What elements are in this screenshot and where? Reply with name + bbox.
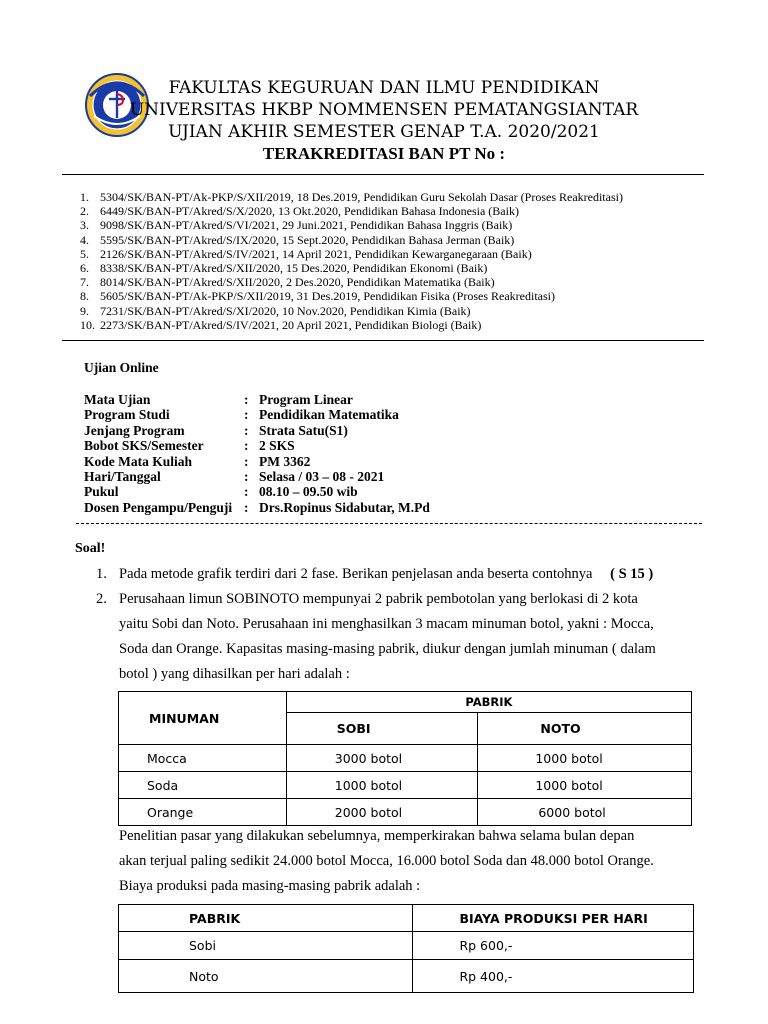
question-2-line: Soda dan Orange. Kapasitas masing-masing pabrik, diukur dengan jumlah minuman ( dalam: [119, 641, 656, 657]
accreditation-divider: [62, 340, 704, 341]
exam-title: UJIAN AKHIR SEMESTER GENAP T.A. 2020/2021: [168, 122, 600, 142]
list-item: 10. 2273/SK/BAN-PT/Akred/S/IV/2021, 20 April 2021, Pendidikan Biologi (Baik): [80, 317, 482, 332]
capacity-table: [118, 691, 692, 826]
table-row: Mocca 3000 botol 1000 botol: [119, 745, 692, 772]
info-row-lecturer: Dosen Pengampu/Penguji : Drs.Ropinus Sidabutar, M.Pd: [84, 499, 430, 515]
paragraph-line: Penelitian pasar yang dilakukan sebelumnya, memperkirakan bahwa selama bulan depan: [119, 828, 635, 844]
table-row: Sobi Rp 600,-: [119, 932, 694, 960]
info-row-date: Hari/Tanggal : Selasa / 03 – 08 - 2021: [84, 469, 385, 485]
university-title: UNIVERSITAS HKBP NOMMENSEN PEMATANGSIANTAR: [129, 100, 639, 120]
question-2-number: 2.: [96, 591, 107, 607]
table-row: Soda 1000 botol 1000 botol: [119, 772, 692, 799]
table-row: Noto Rp 400,-: [119, 960, 694, 993]
col-pabrik: PABRIK: [119, 905, 413, 932]
question-2-line: yaitu Sobi dan Noto. Perusahaan ini menghasilkan 3 macam minuman botol, yakni : Mocca,: [119, 616, 654, 632]
list-item: 2. 6449/SK/BAN-PT/Akred/S/X/2020, 13 Okt.2020, Pendidikan Bahasa Indonesia (Baik): [80, 204, 519, 219]
list-item: 9. 7231/SK/BAN-PT/Akred/S/XI/2020, 10 Nov.2020, Pendidikan Kimia (Baik): [80, 303, 471, 318]
info-row-code: Kode Mata Kuliah : PM 3362: [84, 453, 311, 469]
question-1-number: 1.: [96, 566, 107, 582]
questions-heading: Soal!: [75, 541, 106, 556]
question-1-text: Pada metode grafik terdiri dari 2 fase. Berikan penjelasan anda beserta contohnya ( S 15 ): [119, 566, 654, 582]
list-item: 7. 8014/SK/BAN-PT/Akred/S/XII/2020, 2 Des.2020, Pendidikan Matematika (Baik): [80, 275, 495, 290]
info-row-course: Mata Ujian : Program Linear: [84, 392, 353, 407]
info-divider: [76, 523, 702, 524]
list-item: 4. 5595/SK/BAN-PT/Akred/S/IX/2020, 15 Sept.2020, Pendidikan Bahasa Jerman (Baik): [80, 232, 515, 247]
table-header-row: [119, 905, 694, 932]
col-noto: NOTO: [478, 713, 692, 745]
col-sobi: SOBI: [286, 713, 478, 745]
list-item: 3. 9098/SK/BAN-PT/Akred/S/VI/2021, 29 Juni.2021, Pendidikan Bahasa Inggris (Baik): [80, 218, 513, 233]
cost-table: [118, 904, 694, 993]
info-row-level: Jenjang Program : Strata Satu(S1): [84, 422, 348, 438]
col-biaya: BIAYA PRODUKSI PER HARI: [413, 905, 694, 932]
paragraph-line: akan terjual paling sedikit 24.000 botol Mocca, 16.000 botol Soda dan 48.000 botol Orange.: [119, 853, 654, 869]
accreditation-list: [80, 190, 720, 332]
question-1-score: ( S 15 ): [610, 566, 654, 582]
col-minuman: MINUMAN: [119, 692, 287, 745]
table-row: Orange 2000 botol 6000 botol: [119, 799, 692, 826]
exam-info-table: [84, 392, 430, 515]
paragraph-line: Biaya produksi pada masing-masing pabrik adalah :: [119, 878, 421, 894]
list-item: 5. 2126/SK/BAN-PT/Akred/S/IV/2021, 14 April 2021, Pendidikan Kewarganegaraan (Baik): [80, 246, 532, 261]
list-item: 1. 5304/SK/BAN-PT/Ak-PKP/S/XII/2019, 18 Des.2019, Pendidikan Guru Sekolah Dasar (Proses Reakreditasi): [80, 190, 623, 204]
question-2-line: Perusahaan limun SOBINOTO mempunyai 2 pabrik pembotolan yang berlokasi di 2 kota: [119, 591, 638, 607]
faculty-title: FAKULTAS KEGURUAN DAN ILMU PENDIDIKAN: [168, 78, 600, 98]
info-row-credits: Bobot SKS/Semester : 2 SKS: [84, 438, 295, 454]
info-row-time: Pukul : 08.10 – 09.50 wib: [84, 484, 358, 500]
info-row-program: Program Studi : Pendidikan Matematika: [84, 407, 399, 423]
col-group-pabrik: PABRIK: [286, 692, 691, 713]
list-item: 8. 5605/SK/BAN-PT/Ak-PKP/S/XII/2019, 31 Des.2019, Pendidikan Fisika (Proses Reakreditasi): [80, 289, 555, 304]
question-2-line: botol ) yang dihasilkan per hari adalah :: [119, 666, 350, 682]
header-divider: [62, 174, 704, 175]
list-item: 6. 8338/SK/BAN-PT/Akred/S/XII/2020, 15 Des.2020, Pendidikan Ekonomi (Baik): [80, 261, 488, 276]
exam-mode-label: Ujian Online: [84, 360, 159, 375]
table-header-row: [119, 692, 692, 713]
accreditation-title: TERAKREDITASI BAN PT No :: [262, 144, 506, 163]
